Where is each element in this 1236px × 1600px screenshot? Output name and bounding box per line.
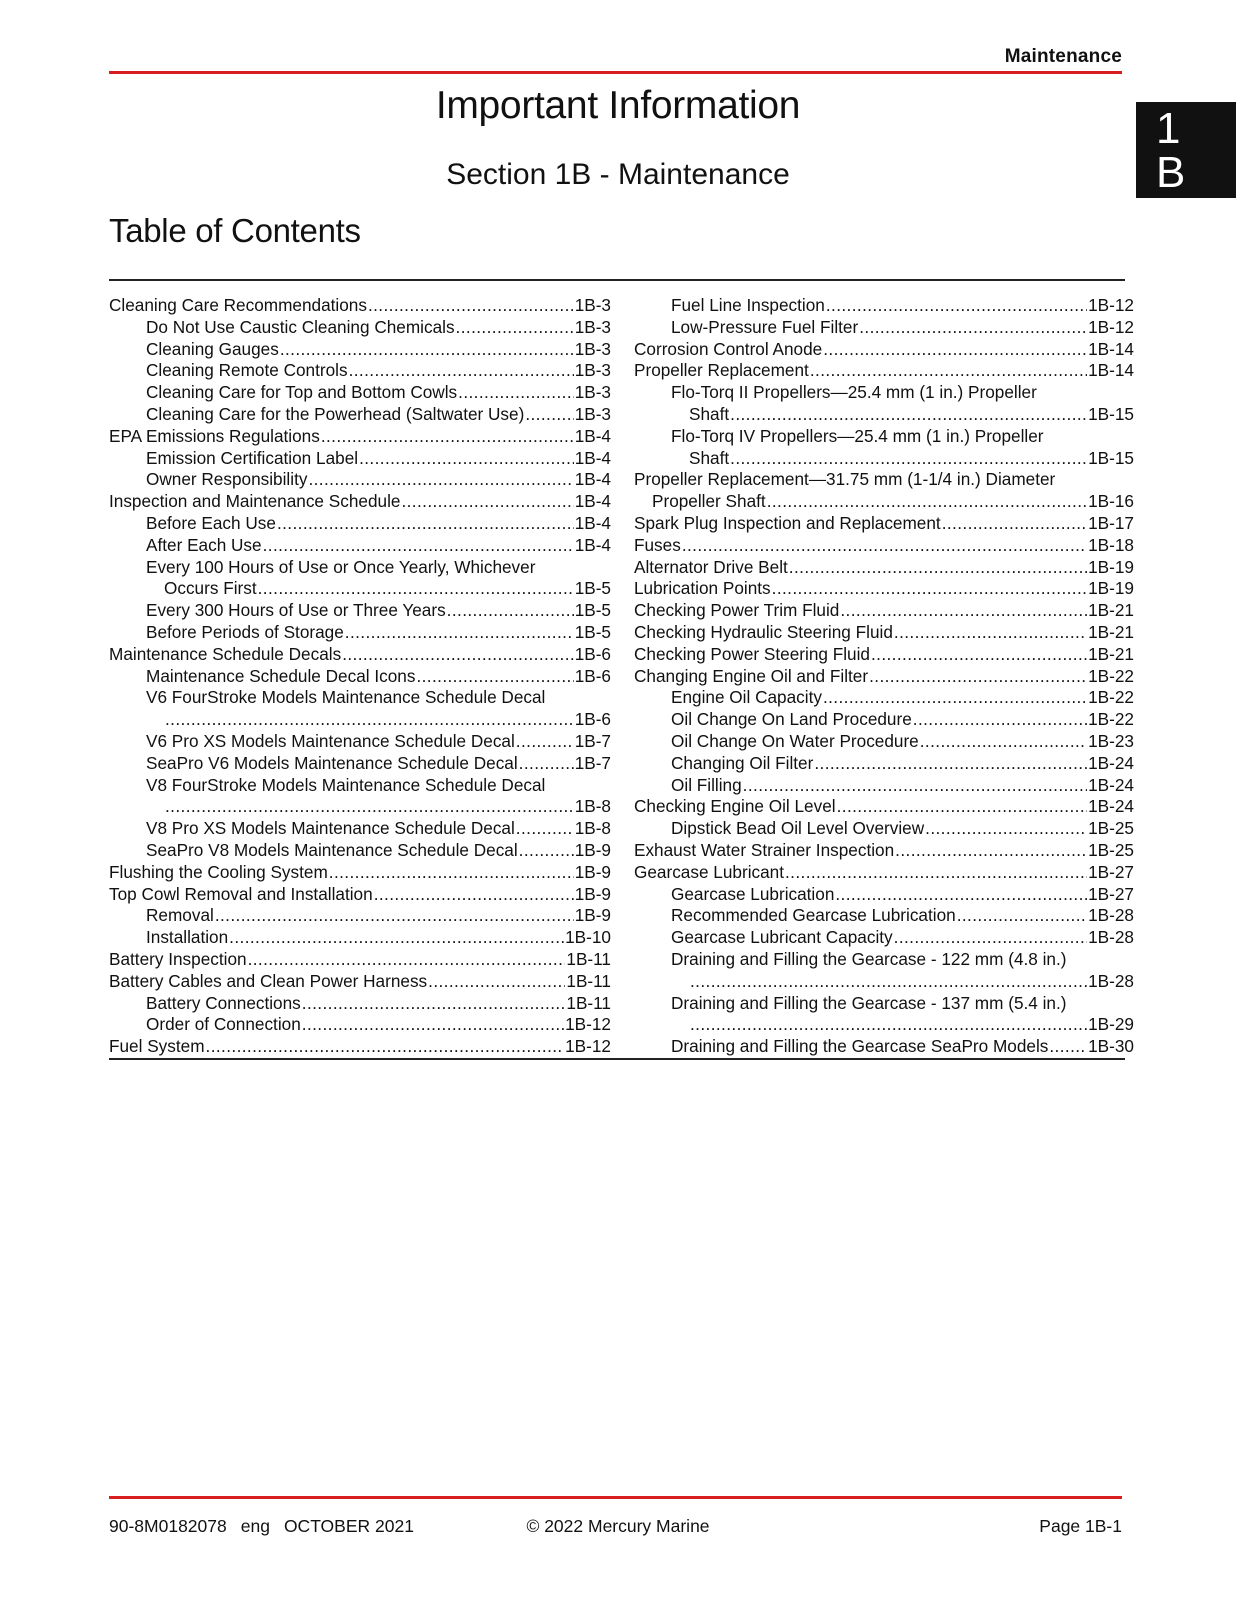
toc-leader-dots [349,360,574,382]
toc-entry-page: 1B-18 [1088,534,1134,555]
toc-entry[interactable] [634,600,1134,622]
toc-entry-title: Cleaning Care for Top and Bottom Cowls [146,382,458,403]
toc-entry[interactable] [109,622,611,644]
toc-entry-title: Maintenance Schedule Decal Icons [146,665,416,686]
toc-entry[interactable] [634,557,1134,579]
toc-leader-dots [374,884,574,906]
toc-entry-title: Battery Connections [146,992,301,1013]
toc-entry-title[interactable]: Flo-Torq II Propellers—25.4 mm (1 in.) Propeller [671,382,1037,403]
toc-leader-dots [785,862,1087,884]
toc-entry-title: Installation [146,927,229,948]
toc-entry[interactable] [634,448,1134,470]
toc-leader-dots [248,949,566,971]
toc-entry[interactable] [109,382,611,404]
toc-entry-page: 1B-14 [1088,338,1134,359]
toc-entry[interactable] [109,884,611,906]
toc-leader-dots [519,840,574,862]
toc-entry-page: 1B-9 [574,905,611,926]
footer-rule [109,1496,1122,1499]
toc-entry[interactable] [109,949,611,971]
toc-entry-title: Checking Power Steering Fluid [634,643,870,664]
toc-entry-title: Fuel System [109,1036,205,1057]
toc-entry-title: Checking Power Trim Fluid [634,600,840,621]
toc-leader-dots [345,622,574,644]
toc-leader-dots [826,295,1087,317]
toc-entry[interactable] [634,927,1134,949]
header-rule [109,71,1122,74]
toc-leader-dots [277,513,574,535]
footer-page-number: Page 1B-1 [1039,1516,1122,1536]
toc-entry-page: 1B-14 [1088,360,1134,381]
toc-leader-dots [525,404,573,426]
toc-entry-page: 1B-10 [565,927,611,948]
toc-leader-dots [258,578,574,600]
toc-entry-page: 1B-3 [574,360,611,381]
toc-entry-page: 1B-11 [566,970,611,991]
toc-leader-dots [814,753,1087,775]
toc-leader-dots [869,666,1087,688]
toc-leader-dots [690,971,1087,993]
toc-entry-title[interactable]: Propeller Replacement—31.75 mm (1-1/4 in.) Diameter [634,469,1056,490]
toc-leader-dots [957,905,1087,927]
toc-entry-page: 1B-28 [1088,927,1134,948]
toc-leader-dots [743,775,1087,797]
toc-entry-page: 1B-3 [574,316,611,337]
toc-entry-title: Cleaning Remote Controls [146,360,348,381]
toc-leader-dots [229,927,564,949]
toc-entry[interactable] [634,1014,1134,1036]
toc-entry-title: Spark Plug Inspection and Replacement [634,512,941,533]
toc-entry-page: 1B-12 [565,1036,611,1057]
toc-entry-title: Removal [146,905,214,926]
toc-entry-page: 1B-5 [574,578,611,599]
toc-entry-page: 1B-24 [1088,774,1134,795]
section-thumb-tab [1136,102,1236,198]
toc-leader-dots [840,600,1087,622]
toc-entry-page: 1B-22 [1088,687,1134,708]
toc-entry[interactable] [634,666,1134,688]
toc-entry[interactable] [634,535,1134,557]
toc-entry-title: Fuses [634,534,681,555]
toc-heading: Table of Contents [109,212,361,249]
toc-entry[interactable] [634,644,1134,666]
toc-leader-dots [895,840,1087,862]
toc-entry-page: 1B-22 [1088,665,1134,686]
toc-entry-page: 1B-4 [574,512,611,533]
toc-entry-page: 1B-23 [1088,730,1134,751]
toc-entry-title: Oil Filling [671,774,742,795]
toc-entry-title[interactable]: V8 FourStroke Models Maintenance Schedule Decal [146,774,546,795]
toc-entry[interactable] [634,360,1134,382]
toc-leader-dots [920,731,1087,753]
toc-entry-title: Every 300 Hours of Use or Three Years [146,600,446,621]
toc-entry[interactable] [109,840,611,862]
toc-entry-title: V6 Pro XS Models Maintenance Schedule Decal [146,730,515,751]
toc-entry[interactable] [634,491,1134,513]
toc-entry-title: Maintenance Schedule Decals [109,643,342,664]
toc-entry[interactable] [109,317,611,339]
toc-entry-title: Checking Hydraulic Steering Fluid [634,621,893,642]
toc-entry-title: Inspection and Maintenance Schedule [109,491,401,512]
toc-leader-dots [302,993,566,1015]
toc-leader-dots [428,971,565,993]
toc-leader-dots [894,622,1087,644]
toc-entry[interactable] [109,905,611,927]
toc-entry-title[interactable]: Draining and Filling the Gearcase - 137 mm (5.4 in.) [671,992,1067,1013]
toc-entry-page: 1B-21 [1088,600,1134,621]
toc-leader-dots [772,578,1087,600]
toc-entry[interactable] [109,796,611,818]
toc-entry[interactable] [109,753,611,775]
toc-entry-page: 1B-15 [1088,447,1134,468]
toc-entry-title-cont: Shaft [689,403,730,424]
toc-entry-title: Low-Pressure Fuel Filter [671,316,859,337]
toc-entry[interactable] [109,535,611,557]
toc-entry-title: Changing Engine Oil and Filter [634,665,869,686]
toc-entry-title: Alternator Drive Belt [634,556,788,577]
toc-entry-page: 1B-24 [1088,752,1134,773]
toc-entry-title: Cleaning Care for the Powerhead (Saltwater Use) [146,403,525,424]
toc-entry[interactable] [634,905,1134,927]
toc-entry[interactable] [634,775,1134,797]
toc-leader-dots [458,382,574,404]
toc-entry[interactable] [634,317,1134,339]
toc-leader-dots [823,687,1087,709]
toc-entry[interactable] [109,578,611,600]
toc-entry-title: Top Cowl Removal and Installation [109,883,373,904]
toc-entry-page: 1B-4 [574,534,611,555]
toc-entry-page: 1B-19 [1088,578,1134,599]
toc-leader-dots [837,796,1088,818]
toc-entry[interactable] [109,491,611,513]
toc-entry[interactable] [109,426,611,448]
toc-entry-title: Do Not Use Caustic Cleaning Chemicals [146,316,455,337]
toc-entry[interactable] [634,622,1134,644]
toc-leader-dots [823,339,1087,361]
toc-leader-dots [767,491,1087,513]
toc-leader-dots [342,644,574,666]
toc-entry[interactable] [634,862,1134,884]
toc-leader-dots [280,339,574,361]
toc-leader-dots [835,884,1087,906]
toc-entry[interactable] [109,404,611,426]
toc-entry-page: 1B-4 [574,447,611,468]
toc-entry-page: 1B-5 [574,621,611,642]
footer-date: OCTOBER 2021 [283,1516,414,1536]
toc-entry-title: Checking Engine Oil Level [634,796,836,817]
footer-doc-number: 90-8M0182078 [109,1516,227,1536]
toc-entry-title: Gearcase Lubricant [634,861,784,882]
toc-leader-dots [456,317,574,339]
toc-entry-title: Engine Oil Capacity [671,687,822,708]
toc-leader-dots [329,862,574,884]
toc-leader-dots [165,709,574,731]
toc-entry-page: 1B-28 [1088,905,1134,926]
toc-entry-title-cont: Shaft [689,447,730,468]
toc-entry[interactable] [634,971,1134,993]
toc-entry[interactable] [634,840,1134,862]
toc-entry-page: 1B-12 [565,1014,611,1035]
toc-entry-page: 1B-4 [574,425,611,446]
toc-entry-page: 1B-12 [1088,316,1134,337]
toc-entry-page: 1B-21 [1088,643,1134,664]
toc-entry[interactable] [109,993,611,1015]
toc-entry-page: 1B-7 [574,752,611,773]
toc-entry-page: 1B-12 [1088,295,1134,315]
toc-leader-dots [359,448,574,470]
toc-entry-title: Corrosion Control Anode [634,338,823,359]
toc-bottom-rule [109,1058,1125,1060]
toc-leader-dots [416,666,573,688]
page-title: Important Information [435,84,801,127]
toc-entry-title[interactable]: Every 100 Hours of Use or Once Yearly, Whichever [146,556,536,577]
toc-entry[interactable] [109,709,611,731]
toc-entry-page: 1B-27 [1088,861,1134,882]
toc-entry-page: 1B-3 [574,295,611,315]
toc-entry-page: 1B-15 [1088,403,1134,424]
toc-entry[interactable] [634,709,1134,731]
toc-entry[interactable] [634,753,1134,775]
toc-leader-dots [401,491,573,513]
toc-column-right [634,295,1134,1058]
toc-entry-title: SeaPro V6 Models Maintenance Schedule Decal [146,752,518,773]
toc-entry[interactable] [109,513,611,535]
toc-entry-title: Cleaning Gauges [146,338,279,359]
toc-entry[interactable] [109,448,611,470]
toc-entry-page: 1B-6 [574,709,611,730]
toc-leader-dots [519,753,574,775]
toc-entry[interactable] [109,644,611,666]
toc-entry[interactable] [634,731,1134,753]
toc-leader-dots [308,469,573,491]
toc-entry[interactable] [109,360,611,382]
toc-entry-title: Exhaust Water Strainer Inspection [634,839,895,860]
toc-entry[interactable] [109,295,611,317]
toc-leader-dots [871,644,1087,666]
toc-entry[interactable] [634,687,1134,709]
toc-entry-page: 1B-28 [1088,970,1134,991]
toc-entry-page: 1B-25 [1088,818,1134,839]
toc-entry-title: Propeller Replacement [634,360,809,381]
toc-entry-page: 1B-3 [574,403,611,424]
toc-leader-dots [368,295,574,317]
toc-entry-page: 1B-30 [1088,1036,1134,1057]
toc-leader-dots [942,513,1087,535]
toc-leader-dots [810,360,1087,382]
toc-entry[interactable] [634,884,1134,906]
toc-entry-page: 1B-8 [574,796,611,817]
toc-leader-dots [730,404,1087,426]
toc-entry[interactable] [634,1036,1134,1058]
footer-language: eng [240,1516,270,1536]
toc-leader-dots [894,927,1087,949]
toc-entry-page: 1B-6 [574,665,611,686]
toc-entry[interactable] [634,578,1134,600]
toc-entry-page: 1B-9 [574,839,611,860]
toc-entry-title[interactable]: V6 FourStroke Models Maintenance Schedule Decal [146,687,546,708]
toc-entry[interactable] [109,927,611,949]
toc-entry-title: Order of Connection [146,1014,301,1035]
toc-entry[interactable] [634,818,1134,840]
toc-entry[interactable] [109,339,611,361]
toc-leader-dots [1049,1036,1087,1058]
toc-entry-title: Changing Oil Filter [671,752,814,773]
toc-entry-page: 1B-5 [574,600,611,621]
toc-entry[interactable] [109,971,611,993]
toc-leader-dots [925,818,1087,840]
toc-leader-dots [321,426,574,448]
toc-leader-dots [206,1036,565,1058]
toc-leader-dots [447,600,574,622]
toc-leader-dots [263,535,574,557]
toc-entry-page: 1B-25 [1088,839,1134,860]
toc-entry[interactable] [109,818,611,840]
toc-leader-dots [682,535,1087,557]
toc-entry-page: 1B-11 [566,948,611,969]
running-header-section: Maintenance [1004,46,1122,67]
toc-entry-title: After Each Use [146,534,262,555]
toc-leader-dots [859,317,1087,339]
toc-leader-dots [165,796,574,818]
toc-entry-page: 1B-24 [1088,796,1134,817]
toc-entry-page: 1B-11 [566,992,611,1013]
toc-entry-title: Dipstick Bead Oil Level Overview [671,818,925,839]
toc-entry-page: 1B-17 [1088,512,1134,533]
toc-entry-title: Battery Inspection [109,948,247,969]
toc-entry[interactable] [634,796,1134,818]
section-subtitle: Section 1B - Maintenance [446,158,790,191]
toc-entry-page: 1B-9 [574,861,611,882]
toc-entry-title[interactable]: Draining and Filling the Gearcase - 122 mm (4.8 in.) [671,948,1067,969]
toc-leader-dots [690,1014,1087,1036]
toc-entry-title: Recommended Gearcase Lubrication [671,905,956,926]
toc-entry-page: 1B-7 [574,730,611,751]
toc-entry[interactable] [634,339,1134,361]
toc-entry-page: 1B-4 [574,469,611,490]
toc-entry-title: Draining and Filling the Gearcase SeaPro Models [671,1036,1049,1057]
toc-entry-title: Lubrication Points [634,578,771,599]
toc-entry-title-cont: Propeller Shaft [652,491,766,512]
toc-entry-title: Emission Certification Label [146,447,359,468]
toc-entry-title: Flushing the Cooling System [109,861,328,882]
toc-entry-title: Fuel Line Inspection [671,295,825,315]
toc-entry[interactable] [109,862,611,884]
toc-entry-title: Oil Change On Water Procedure [671,730,919,751]
toc-entry[interactable] [634,404,1134,426]
toc-entry-title: Oil Change On Land Procedure [671,709,912,730]
toc-entry-title: Cleaning Care Recommendations [109,295,367,315]
toc-entry-page: 1B-29 [1088,1014,1134,1035]
toc-entry[interactable] [634,513,1134,535]
toc-entry-page: 1B-27 [1088,883,1134,904]
toc-entry[interactable] [634,295,1134,317]
toc-leader-dots [516,731,574,753]
toc-entry-page: 1B-4 [574,491,611,512]
toc-column-left [109,295,611,1058]
toc-entry-title: Gearcase Lubrication [671,883,835,904]
toc-entry-page: 1B-8 [574,818,611,839]
toc-entry[interactable] [109,600,611,622]
toc-entry-title: EPA Emissions Regulations [109,425,320,446]
toc-leader-dots [789,557,1087,579]
toc-entry-page: 1B-22 [1088,709,1134,730]
toc-entry-title: Before Each Use [146,512,276,533]
toc-entry-page: 1B-21 [1088,621,1134,642]
toc-leader-dots [302,1014,564,1036]
toc-entry-title: Battery Cables and Clean Power Harness [109,970,428,991]
toc-entry-title: SeaPro V8 Models Maintenance Schedule Decal [146,839,518,860]
toc-entry-page: 1B-3 [574,382,611,403]
toc-entry-title[interactable]: Flo-Torq IV Propellers—25.4 mm (1 in.) Propeller [671,425,1044,446]
toc-entry[interactable] [109,666,611,688]
toc-leader-dots [913,709,1087,731]
footer-copyright: © 2022 Mercury Marine [526,1516,710,1536]
toc-entry-page: 1B-3 [574,338,611,359]
toc-entry-title: Owner Responsibility [146,469,308,490]
toc-entry-page: 1B-6 [574,643,611,664]
toc-entry-title: Gearcase Lubricant Capacity [671,927,893,948]
toc-leader-dots [215,905,574,927]
toc-entry[interactable] [109,469,611,491]
toc-entry-page: 1B-16 [1088,491,1134,512]
toc-entry[interactable] [109,1036,611,1058]
toc-entry-title: Before Periods of Storage [146,621,344,642]
toc-leader-dots [516,818,574,840]
tab-number: 1 [1156,104,1181,153]
toc-entry-page: 1B-9 [574,883,611,904]
toc-entry-title: V8 Pro XS Models Maintenance Schedule Decal [146,818,515,839]
toc-entry[interactable] [109,731,611,753]
toc-top-rule [109,279,1125,281]
toc-entry-title-cont: Occurs First [164,578,257,599]
toc-entry-page: 1B-19 [1088,556,1134,577]
toc-leader-dots [730,448,1087,470]
tab-letter: B [1156,148,1186,197]
toc-entry[interactable] [109,1014,611,1036]
